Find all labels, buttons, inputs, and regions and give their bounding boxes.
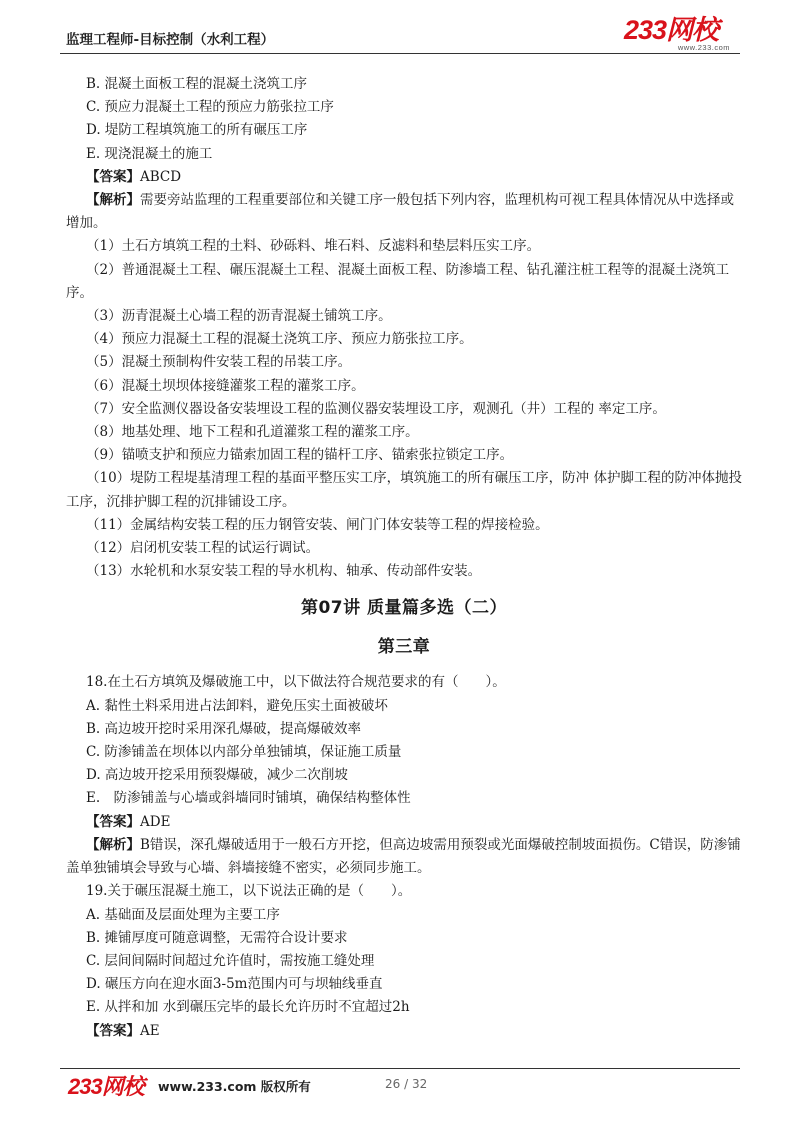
prev-option-b: B. 混凝土面板工程的混凝土浇筑工序 bbox=[86, 76, 308, 92]
analysis-tag: 【解析】 bbox=[86, 192, 140, 209]
question-19-stem: 19.关于碾压混凝土施工，以下说法正确的是（ ）。 bbox=[86, 883, 412, 900]
analysis-item: （7）安全监测仪器设备安装埋设工程的监测仪器安装埋设工序，观测孔（井）工程的 率定工序。 bbox=[86, 400, 666, 417]
page-number: 26 / 32 bbox=[385, 1077, 428, 1091]
analysis-item: （8）地基处理、地下工程和孔道灌浆工程的灌浆工序。 bbox=[86, 424, 419, 441]
answer-value: ABCD bbox=[140, 168, 182, 185]
q18-option-b: B. 高边坡开挖时采用深孔爆破，提高爆破效率 bbox=[86, 720, 362, 737]
analysis-item: （2）普通混凝土工程、碾压混凝土工程、混凝土面板工程、防渗墙工程、钻孔灌注桩工程等的混凝土浇筑工序。 bbox=[66, 261, 730, 301]
page-content bbox=[66, 73, 742, 1043]
header-rule bbox=[60, 53, 740, 54]
analysis-item: （10）堤防工程堤基清理工程的基面平整压实工序，填筑施工的所有碾压工序，防冲 体护脚工程的防冲体抛投工序，沉排护脚工程的沉排铺设工序。 bbox=[66, 470, 742, 510]
q18-option-e: E. 防渗铺盖与心墙或斜墙同时铺填，确保结构整体性 bbox=[86, 790, 411, 807]
analysis-text: B错误，深孔爆破适用于一般石方开挖，但高边坡需用预裂或光面爆破控制坡面损伤。C错误，防渗铺盖单独铺填会导致与心墙、斜墙接缝不密实，必须同步施工。 bbox=[66, 836, 741, 877]
footer-rule bbox=[60, 1068, 740, 1069]
footer-logo: 233网校 bbox=[68, 1074, 144, 1099]
logo-url-text: www.233.com bbox=[677, 43, 730, 52]
answer-value: ADE bbox=[140, 813, 171, 830]
brand-logo bbox=[624, 16, 736, 52]
analysis-item: （3）沥青混凝土心墙工程的沥青混凝土铺筑工序。 bbox=[86, 308, 392, 325]
q18-analysis bbox=[66, 834, 742, 880]
analysis-text: 需要旁站监理的工程重要部位和关键工序一般包括下列内容，监理机构可视工程具体情况从中选择或增加。 bbox=[66, 192, 734, 232]
analysis-item: （1）土石方填筑工程的土料、砂砾料、堆石料、反滤料和垫层料压实工序。 bbox=[86, 238, 541, 255]
prev-answer bbox=[66, 166, 742, 189]
answer-tag: 【答案】 bbox=[86, 168, 140, 185]
prev-option-e: E. 现浇混凝土的施工 bbox=[86, 145, 213, 162]
q18-option-a: A. 黏性土料采用进占法卸料，避免压实土面被破坏 bbox=[86, 697, 388, 714]
prev-option-d: D. 堤防工程填筑施工的所有碾压工序 bbox=[86, 122, 308, 139]
lecture-title: 第07讲 质量篇多选（二） bbox=[300, 598, 508, 619]
answer-tag: 【答案】 bbox=[86, 1022, 140, 1039]
footer-copyright: www.233.com 版权所有 bbox=[158, 1079, 311, 1094]
prev-option-c: C. 预应力混凝土工程的预应力筋张拉工序 bbox=[86, 99, 334, 116]
analysis-item: （11）金属结构安装工程的压力钢管安装、闸门门体安装等工程的焊接检验。 bbox=[86, 516, 549, 533]
analysis-item: （4）预应力混凝土工程的混凝土浇筑工序、预应力筋张拉工序。 bbox=[86, 331, 473, 348]
q19-option-c: C. 层间间隔时间超过允许值时，需按施工缝处理 bbox=[86, 952, 375, 969]
analysis-item: （13）水轮机和水泵安装工程的导水机构、轴承、传动部件安装。 bbox=[86, 563, 482, 580]
q19-answer bbox=[66, 1020, 742, 1043]
analysis-item: （12）启闭机安装工程的试运行调试。 bbox=[86, 540, 320, 557]
logo-brand-text: 233网校 bbox=[624, 15, 719, 45]
analysis-item: （9）锚喷支护和预应力锚索加固工程的锚杆工序、锚索张拉锁定工序。 bbox=[86, 447, 514, 464]
header-title: 监理工程师-目标控制（水利工程） bbox=[66, 32, 275, 48]
analysis-item: （5）混凝土预制构件安装工程的吊装工序。 bbox=[86, 354, 352, 371]
answer-value: AE bbox=[140, 1022, 160, 1039]
q18-option-d: D. 高边坡开挖采用预裂爆破，减少二次削坡 bbox=[86, 767, 348, 784]
q19-option-b: B. 摊铺厚度可随意调整，无需符合设计要求 bbox=[86, 929, 348, 946]
q18-answer bbox=[66, 811, 742, 834]
analysis-item: （6）混凝土坝坝体接缝灌浆工程的灌浆工序。 bbox=[86, 377, 365, 394]
q19-option-e: E. 从拌和加 水到碾压完毕的最长允许历时不宜超过2h bbox=[86, 999, 410, 1016]
answer-tag: 【答案】 bbox=[86, 813, 140, 830]
chapter-title: 第三章 bbox=[377, 637, 431, 658]
analysis-tag: 【解析】 bbox=[86, 836, 140, 853]
q19-option-d: D. 碾压方向在迎水面3-5m范围内可与坝轴线垂直 bbox=[86, 976, 383, 993]
question-18-stem: 18.在土石方填筑及爆破施工中，以下做法符合规范要求的有（ ）。 bbox=[86, 674, 506, 691]
q19-option-a: A. 基础面及层面处理为主要工序 bbox=[86, 906, 280, 923]
q18-option-c: C. 防渗铺盖在坝体以内部分单独铺填，保证施工质量 bbox=[86, 744, 402, 761]
prev-analysis bbox=[66, 189, 742, 235]
